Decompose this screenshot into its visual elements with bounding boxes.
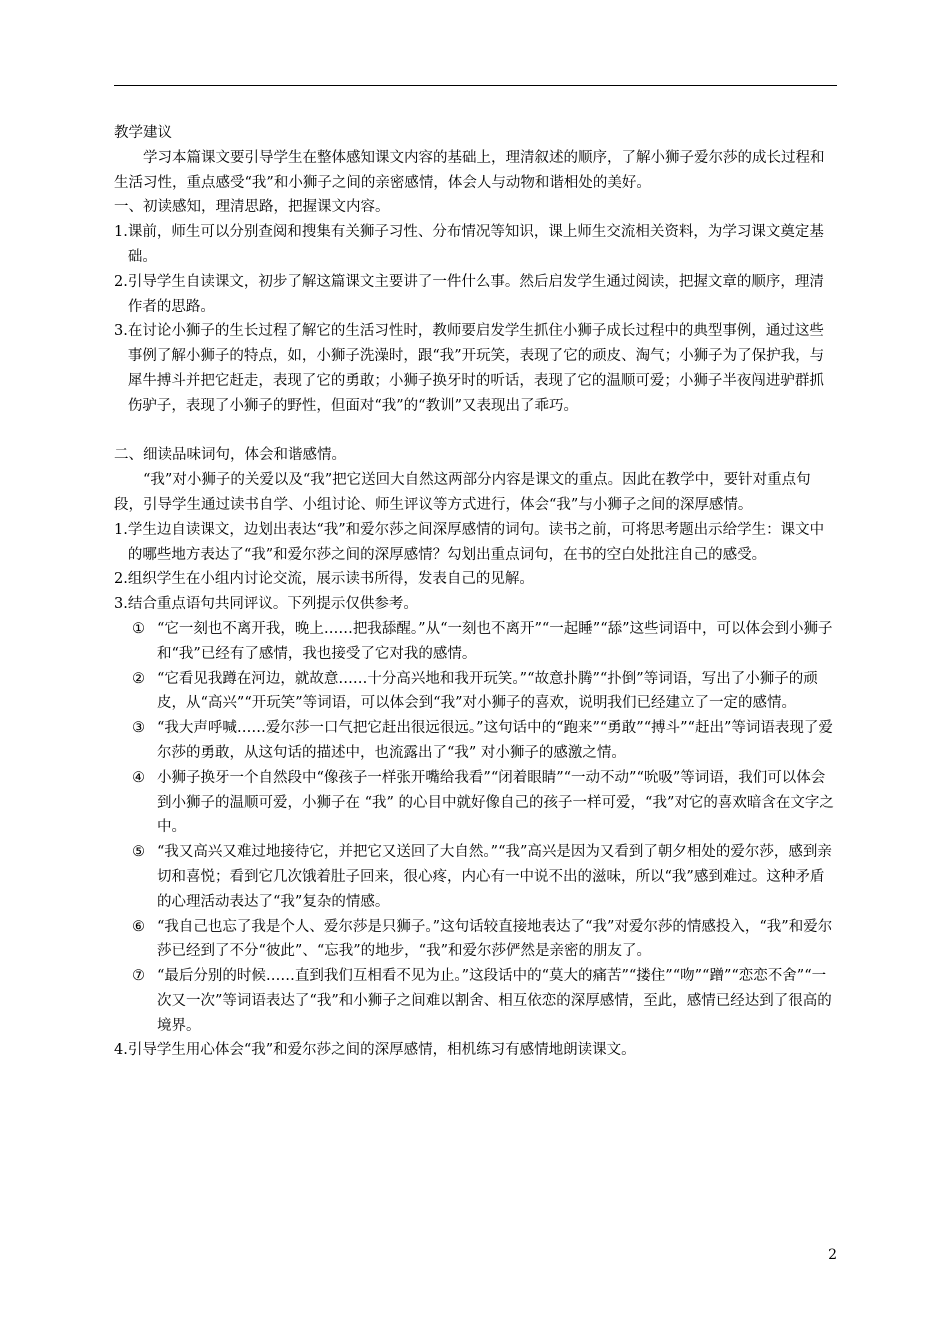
example-text: “我大声呼喊……爱尔莎一口气把它赶出很远很远。”这句话中的“跑来”“勇敢”“搏斗”“赶出”等词语表现了爱尔莎的勇敢，从这句话的描述中，也流露出了“我” 对小狮子的感激之情。 xyxy=(157,720,833,761)
example-number: ① xyxy=(132,620,145,637)
example-text: “我自己也忘了我是个人、爱尔莎是只狮子。”这句话较直接地表达了“我”对爱尔莎的情感投入，“我”和爱尔莎已经到了不分“彼此”、“忘我”的地步，“我”和爱尔莎俨然是亲密的朋友了。 xyxy=(157,918,833,960)
page-number: 2 xyxy=(828,1247,837,1263)
item-number: 4. xyxy=(114,1042,128,1059)
section2-intro: “我”对小狮子的关爱以及“我”把它送回大自然这两部分内容是课文的重点。因此在教学中，要针对重点句段，引导学生通过读书自学、小组讨论、师生评议等方式进行，体会“我”与小狮子之间的深厚感情。 xyxy=(114,472,811,513)
example-number: ② xyxy=(132,670,145,687)
example-item xyxy=(132,766,837,840)
item-number: 2. xyxy=(114,571,128,588)
example-item xyxy=(132,716,837,766)
example-item xyxy=(132,617,837,667)
item-number: 1. xyxy=(114,224,128,241)
item-text: 组织学生在小组内讨论交流，展示读书所得，发表自己的见解。 xyxy=(127,571,534,588)
example-number: ⑤ xyxy=(132,844,145,861)
list-item xyxy=(114,567,837,592)
example-number: ④ xyxy=(132,769,145,786)
section1-title: 一、初读感知，理清思路，把握课文内容。 xyxy=(114,199,390,216)
item-number: 3. xyxy=(114,596,128,613)
intro-paragraph: 学习本篇课文要引导学生在整体感知课文内容的基础上，理清叙述的顺序，了解小狮子爱尔莎的成长过程和生活习性，重点感受“我”和小狮子之间的亲密感情，体会人与动物和谐相处的美好。 xyxy=(114,149,825,191)
example-text: “它看见我蹲在河边，就故意……十分高兴地和我开玩笑。”“故意扑腾”“扑倒”等词语，写出了小狮子的顽皮，从“高兴”“开玩笑”等词语，可以体会到“我”对小狮子的喜欢，说明我们已经建立了一定的感情。 xyxy=(157,670,818,712)
section2-title: 二、细读品味词句，体会和谐感情。 xyxy=(114,447,346,464)
item-text: 在讨论小狮子的生长过程了解它的生活习性时，教师要启发学生抓住小狮子成长过程中的典型事例，通过这些事例了解小狮子的特点，如，小狮子洗澡时，跟“我”开玩笑，表现了它的顽皮、淘气；小狮子为了保护我，与犀牛搏斗并把它赶走，表现了它的勇敢；小狮子换牙时的听话，表现了它的温顺可爱；小狮子半夜闯进驴群抓伤驴子，表现了小狮子的野性，但面对“我”的“教训”又表现出了乖巧。 xyxy=(127,323,825,414)
list-item xyxy=(114,319,837,418)
example-text: 小狮子换牙一个自然段中“像孩子一样张开嘴给我看”“闭着眼睛”“一动不动”“吮吸”等词语，我们可以体会到小狮子的温顺可爱，小狮子在 “我” 的心目中就好像自己的孩子一样可爱，“我”对它的喜欢暗含在文字之中。 xyxy=(157,769,834,836)
example-item xyxy=(132,964,837,1038)
example-number: ⑥ xyxy=(132,918,145,935)
example-number: ③ xyxy=(132,720,145,737)
item-text: 引导学生用心体会“我”和爱尔莎之间的深厚感情，相机练习有感情地朗读课文。 xyxy=(127,1042,636,1059)
list-item xyxy=(114,1038,837,1063)
header-rule xyxy=(114,85,837,86)
list-item xyxy=(114,220,837,270)
item-text: 引导学生自读课文，初步了解这篇课文主要讲了一件什么事。然后启发学生通过阅读，把握文章的顺序，理清作者的思路。 xyxy=(127,273,824,315)
example-text: “我又高兴又难过地接待它，并把它又送回了大自然。”“我”高兴是因为又看到了朝夕相处的爱尔莎，感到亲切和喜悦；看到它几次饿着肚子回来，很心疼，内心有一中说不出的滋味，所以“我”感到难过。这种矛盾的心理活动表达了“我”复杂的情感。 xyxy=(157,844,832,910)
item-text: 课前，师生可以分别查阅和搜集有关狮子习性、分布情况等知识，课上师生交流相关资料，为学习课文奠定基础。 xyxy=(127,224,824,265)
item-number: 2. xyxy=(114,273,128,290)
item-number: 1. xyxy=(114,521,128,538)
list-item xyxy=(114,592,837,617)
document-body xyxy=(114,121,837,1063)
list-item xyxy=(114,518,837,568)
example-text: “它一刻也不离开我，晚上……把我舔醒。”从“一刻也不离开”“一起睡”“舔”这些词语中，可以体会到小狮子和“我”已经有了感情，我也接受了它对我的感情。 xyxy=(157,620,833,662)
example-text: “最后分别的时候……直到我们互相看不见为止。”这段话中的“莫大的痛苦”“搂住”“吻”“蹭”“恋恋不舍”“一次又一次”等词语表达了“我”和小狮子之间难以割舍、相互依恋的深厚感情，至此，感情已经达到了很高的境界。 xyxy=(157,968,832,1034)
item-text: 结合重点语句共同评议。下列提示仅供参考。 xyxy=(127,596,418,613)
item-text: 学生边自读课文，边划出表达“我”和爱尔莎之间深厚感情的词句。读书之前，可将思考题出示给学生：课文中的哪些地方表达了“我”和爱尔莎之间的深厚感情？勾划出重点词句，在书的空白处批注自己的感受。 xyxy=(127,521,825,563)
blank-line xyxy=(114,419,837,444)
example-item xyxy=(132,667,837,717)
heading: 教学建议 xyxy=(114,125,172,141)
example-item xyxy=(132,840,837,914)
item-number: 3. xyxy=(114,323,128,340)
list-item xyxy=(114,270,837,320)
example-number: ⑦ xyxy=(132,968,145,985)
example-item xyxy=(132,915,837,965)
